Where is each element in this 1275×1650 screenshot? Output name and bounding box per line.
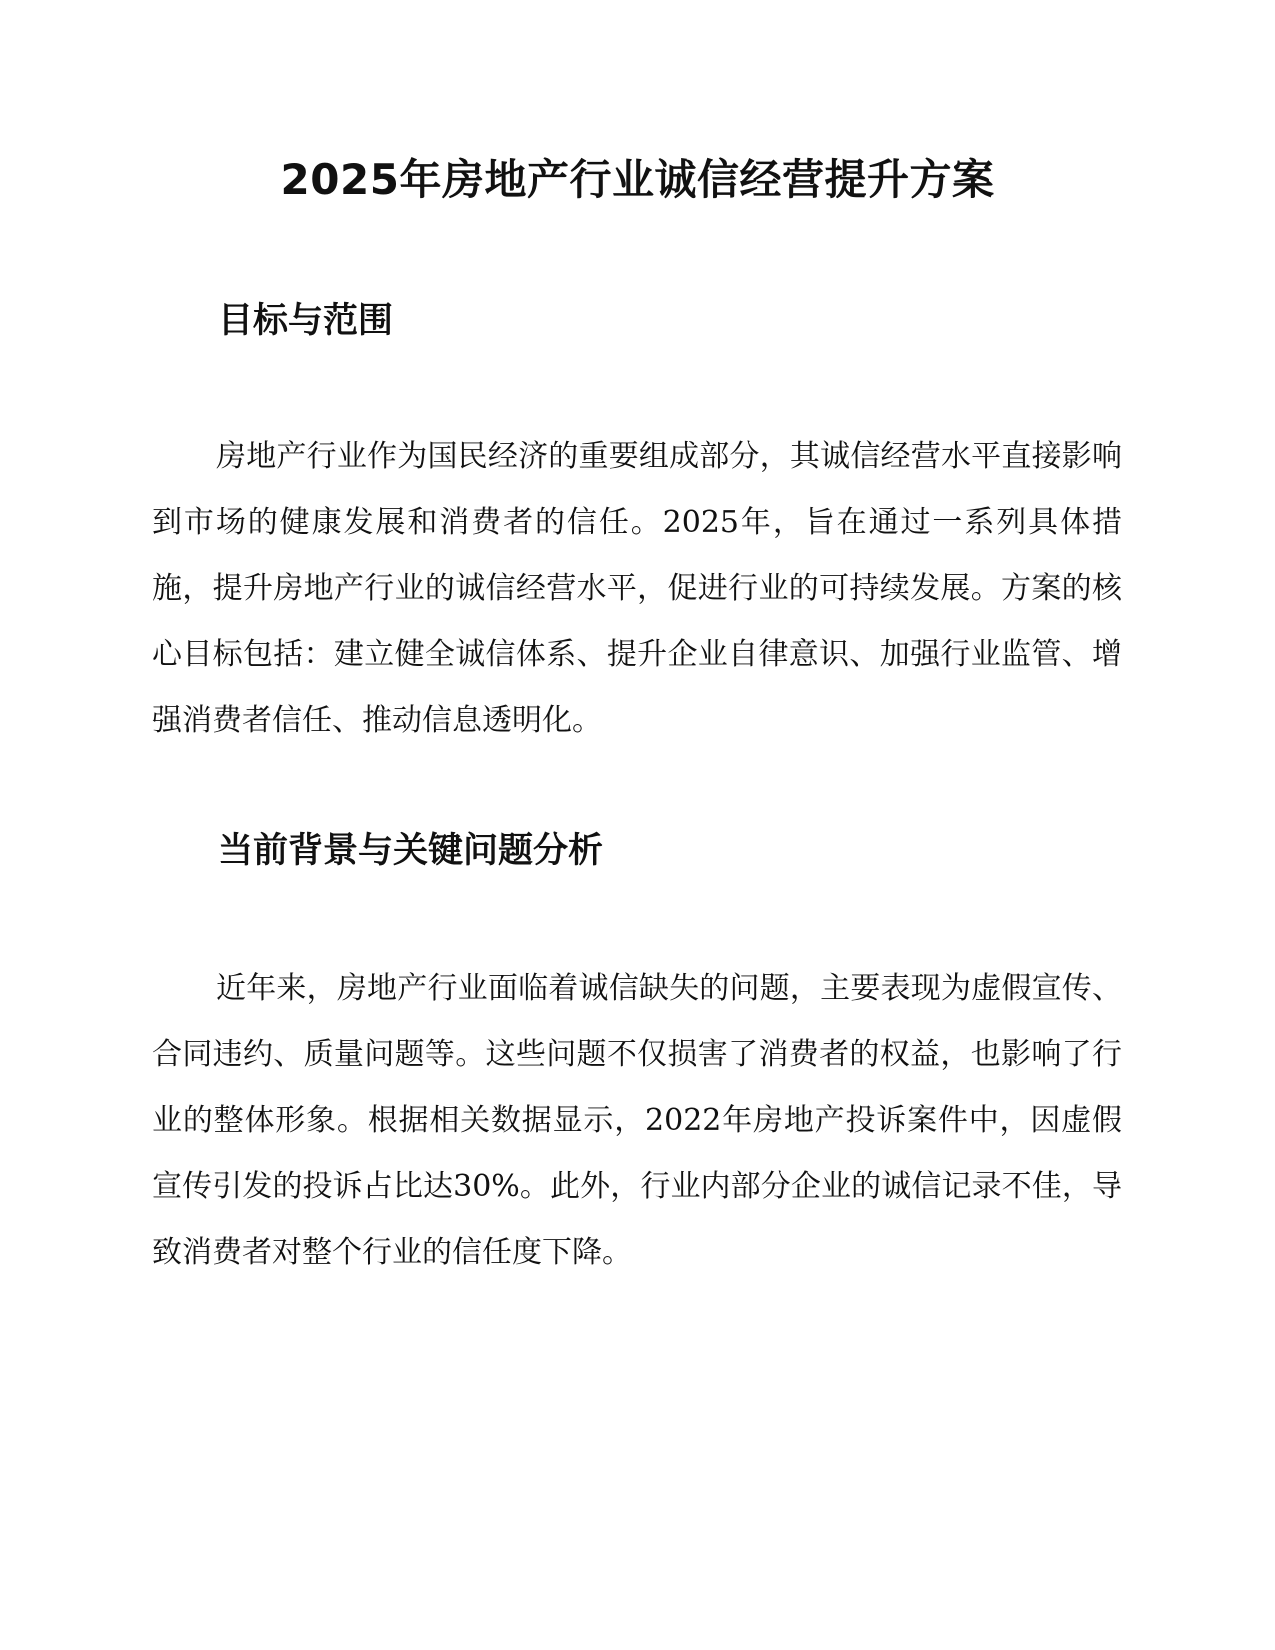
section-paragraph-goals-scope: 房地产行业作为国民经济的重要组成部分，其诚信经营水平直接影响到市场的健康发展和消费者的信任。2025年，旨在通过一系列具体措施，提升房地产行业的诚信经营水平，促进行业的可持续发展。方案的核心目标包括：建立健全诚信体系、提升企业自律意识、加强行业监管、增强消费者信任、推动信息透明化。 — [152, 439, 1122, 738]
section-paragraph-background-analysis: 近年来，房地产行业面临着诚信缺失的问题，主要表现为虚假宣传、合同违约、质量问题等。这些问题不仅损害了消费者的权益，也影响了行业的整体形象。根据相关数据显示，2022年房地产投诉案件中，因虚假宣传引发的投诉占比达30%。此外，行业内部分企业的诚信记录不佳，导致消费者对整个行业的信任度下降。 — [152, 971, 1122, 1270]
section-heading-background-analysis: 当前背景与关键问题分析 — [218, 831, 604, 871]
section-heading-goals-scope: 目标与范围 — [218, 301, 394, 341]
document-title: 2025年房地产行业诚信经营提升方案 — [280, 155, 995, 204]
